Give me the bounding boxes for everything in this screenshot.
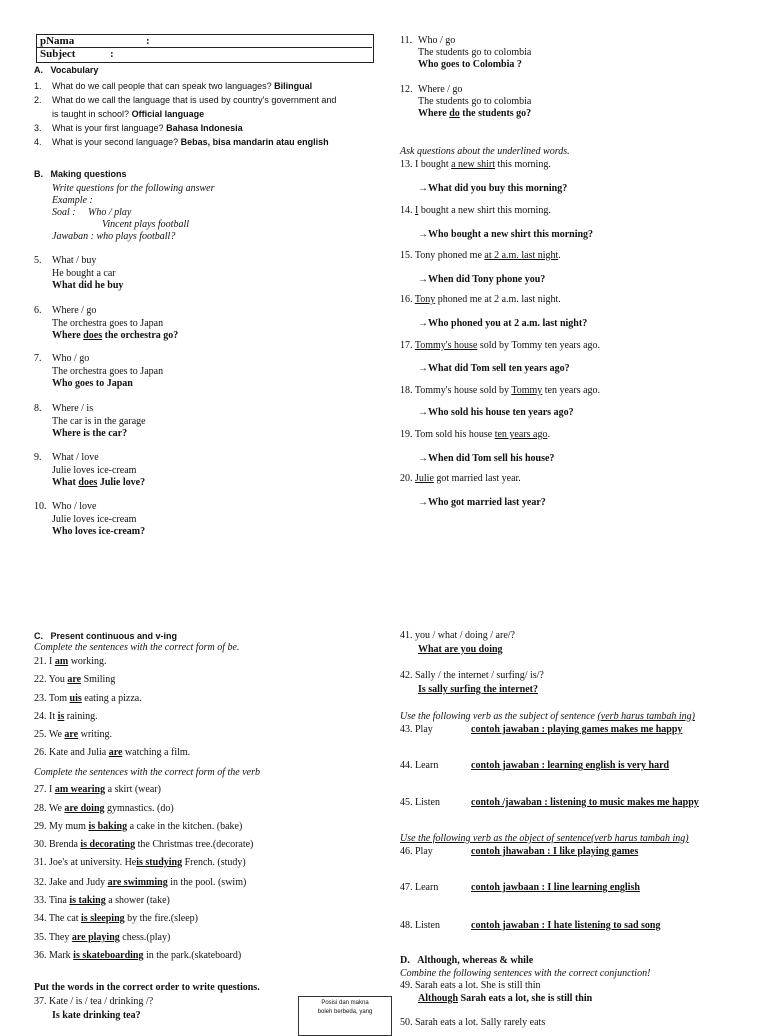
section-b-title: B. Making questions — [34, 169, 127, 179]
question-cue: What / buy — [52, 255, 97, 266]
item-number: 8. — [34, 403, 42, 414]
question-sentence: The orchestra goes to Japan — [52, 318, 164, 329]
note-line: boleh berbeda, yang — [317, 1009, 373, 1015]
subject-instruction: Use the following verb as the subject of sentence (verb harus tambah ing) — [400, 711, 695, 722]
object-item: 47. Learn — [400, 882, 439, 893]
section-c-title: C. Present continuous and v-ing — [34, 631, 178, 641]
vocab-question: What is your first language? — [52, 123, 164, 133]
be-item: 21. I am working. — [34, 656, 107, 667]
vocab-item — [34, 135, 336, 149]
be-item: 24. It is raining. — [34, 711, 98, 722]
word-order-item: 37. Kate / is / tea / drinking /? — [34, 996, 154, 1007]
verb-item: 33. Tina is taking a shower (take) — [34, 895, 170, 906]
item-number: 2. — [34, 95, 42, 105]
subject-item: 45. Listen — [400, 797, 440, 808]
arrow-icon: → — [418, 407, 428, 418]
vocab-answer: Official language — [131, 109, 205, 119]
arrow-icon: → — [418, 453, 428, 464]
answer-41: What are you doing — [418, 644, 503, 655]
question-sentence: Julie loves ice-cream — [52, 514, 137, 525]
vocab-answer: Bahasa Indonesia — [166, 123, 243, 133]
underlined-instruction: Ask questions about the underlined words. — [400, 146, 570, 157]
question-sentence: The students go to colombia — [418, 47, 532, 58]
vocab-item-cont — [34, 107, 336, 121]
subject-answer: contoh jawaban : playing games makes me happy — [471, 724, 683, 735]
question-cue: Who / love — [52, 501, 97, 512]
subject-answer: contoh jawaban : learning english is very hard — [471, 760, 670, 771]
arrow-icon: → — [418, 274, 428, 285]
vocab-item — [34, 93, 336, 107]
item-number: 9. — [34, 452, 42, 463]
item-number: 6. — [34, 305, 42, 316]
note-line: Posisi dan makna — [321, 1000, 369, 1006]
header-divider — [36, 47, 372, 48]
object-answer: contoh jawbaan : I line learning english — [471, 882, 640, 893]
header-box — [36, 34, 374, 63]
item-number: 4. — [34, 137, 42, 147]
answer-49: Although Sarah eats a lot, she is still thin — [418, 993, 593, 1004]
subject-answer: contoh /jawaban : listening to music makes me happy — [471, 797, 699, 808]
word-order-instruction: Put the words in the correct order to write questions. — [34, 982, 260, 993]
subject-colon: : — [110, 48, 114, 60]
vocab-answer: Bebas, bisa mandarin atau english — [180, 137, 329, 147]
jawaban-example: Jawaban : who plays football? — [52, 231, 176, 242]
verb-item: 36. Mark is skateboarding in the park.(skateboard) — [34, 950, 242, 961]
section-c-instruction-be: Complete the sentences with the correct form of be. — [34, 642, 240, 653]
vocab-answer: Bilingual — [274, 81, 313, 91]
soal-question: Who / play — [88, 207, 132, 218]
item-number: 1. — [34, 81, 42, 91]
vocab-question: is taught in school? — [52, 109, 130, 119]
note-box — [298, 996, 392, 1036]
question-answer: Where do the students go? — [418, 108, 532, 119]
object-answer: contoh jhawaban : I like playing games — [471, 846, 639, 857]
arrow-icon: → — [418, 183, 428, 194]
name-label: pNama — [40, 35, 75, 47]
be-item: 22. You are Smiling — [34, 674, 116, 685]
question-answer: Where is the car? — [52, 428, 128, 439]
question-answer: What does Julie love? — [52, 477, 146, 488]
subject-item: 43. Play — [400, 724, 433, 735]
be-item: 25. We are writing. — [34, 729, 112, 740]
section-c-instruction-verb: Complete the sentences with the correct form of the verb — [34, 767, 260, 778]
object-item: 48. Listen — [400, 920, 440, 931]
vocab-item — [34, 79, 336, 93]
soal-label: Soal : — [52, 207, 76, 218]
vocab-question: What do we call people that can speak two languages? — [52, 81, 272, 91]
question-sentence: The car is in the garage — [52, 416, 146, 427]
question-answer: Who goes to Japan — [52, 378, 133, 389]
vocab-item — [34, 121, 336, 135]
object-item: 46. Play — [400, 846, 433, 857]
item-number: 10. — [34, 501, 47, 512]
question-sentence: Julie loves ice-cream — [52, 465, 137, 476]
item-number: 12. — [400, 84, 413, 95]
question-cue: Who / go — [52, 353, 90, 364]
word-order-answer: Is kate drinking tea? — [52, 1010, 141, 1021]
section-d-instruction: Combine the following sentences with the correct conjunction! — [400, 968, 651, 979]
question-cue: Where / is — [52, 403, 94, 414]
section-a-title: A. Vocabulary — [34, 65, 99, 75]
verb-item: 35. They are playing chess.(play) — [34, 932, 171, 943]
question-42: 42. Sally / the internet / surfing/ is/? — [400, 670, 544, 681]
vocab-question: What do we call the language that is used by country's government and — [52, 95, 337, 105]
example-label: Example : — [52, 195, 93, 206]
be-item: 26. Kate and Julia are watching a film. — [34, 747, 191, 758]
item-number: 11. — [400, 35, 413, 46]
arrow-icon: → — [418, 497, 428, 508]
arrow-icon: → — [418, 229, 428, 240]
vocabulary-list — [34, 79, 336, 149]
subject-item: 44. Learn — [400, 760, 439, 771]
question-cue: Who / go — [418, 35, 456, 46]
question-49: 49. Sarah eats a lot. She is still thin — [400, 980, 541, 991]
item-number: 7. — [34, 353, 42, 364]
question-cue: Where / go — [52, 305, 97, 316]
question-50: 50. Sarah eats a lot. Sally rarely eats — [400, 1017, 546, 1028]
question-answer: Who goes to Colombia ? — [418, 59, 522, 70]
answer-42: Is sally surfing the internet? — [418, 684, 538, 695]
question-answer: Who loves ice-cream? — [52, 526, 146, 537]
arrow-icon: → — [418, 363, 428, 374]
question-cue: Where / go — [418, 84, 463, 95]
section-b-instruction: Write questions for the following answer — [52, 183, 215, 194]
verb-item: 34. The cat is sleeping by the fire.(sleep) — [34, 913, 198, 924]
question-sentence: The students go to colombia — [418, 96, 532, 107]
question-cue: What / love — [52, 452, 99, 463]
verb-item: 27. I am wearing a skirt (wear) — [34, 784, 161, 795]
question-answer: What did he buy — [52, 280, 124, 291]
arrow-icon: → — [418, 318, 428, 329]
subject-label: Subject — [40, 48, 76, 60]
vocab-question: What is your second language? — [52, 137, 179, 147]
object-answer: contoh jawaban : I hate listening to sad song — [471, 920, 661, 931]
question-41: 41. you / what / doing / are/? — [400, 630, 515, 641]
object-instruction: Use the following verb as the object of sentence(verb harus tambah ing) — [400, 833, 689, 844]
verb-item: 31. Joe's at university. Heis studying French. (study) — [34, 857, 246, 868]
verb-item: 30. Brenda is decorating the Christmas tree.(decorate) — [34, 839, 254, 850]
verb-item: 29. My mum is baking a cake in the kitchen. (bake) — [34, 821, 243, 832]
question-answer: Where does the orchestra go? — [52, 330, 179, 341]
question-sentence: The orchestra goes to Japan — [52, 366, 164, 377]
item-number: 3. — [34, 123, 42, 133]
question-sentence: He bought a car — [52, 268, 116, 279]
item-number: 5. — [34, 255, 42, 266]
name-colon: : — [146, 35, 150, 47]
be-item: 23. Tom uis eating a pizza. — [34, 693, 142, 704]
section-d-title: D. Although, whereas & while — [400, 955, 534, 966]
soal-answer: Vincent plays football — [102, 219, 190, 230]
verb-item: 32. Jake and Judy are swimming in the pool. (swim) — [34, 877, 247, 888]
verb-item: 28. We are doing gymnastics. (do) — [34, 803, 174, 814]
